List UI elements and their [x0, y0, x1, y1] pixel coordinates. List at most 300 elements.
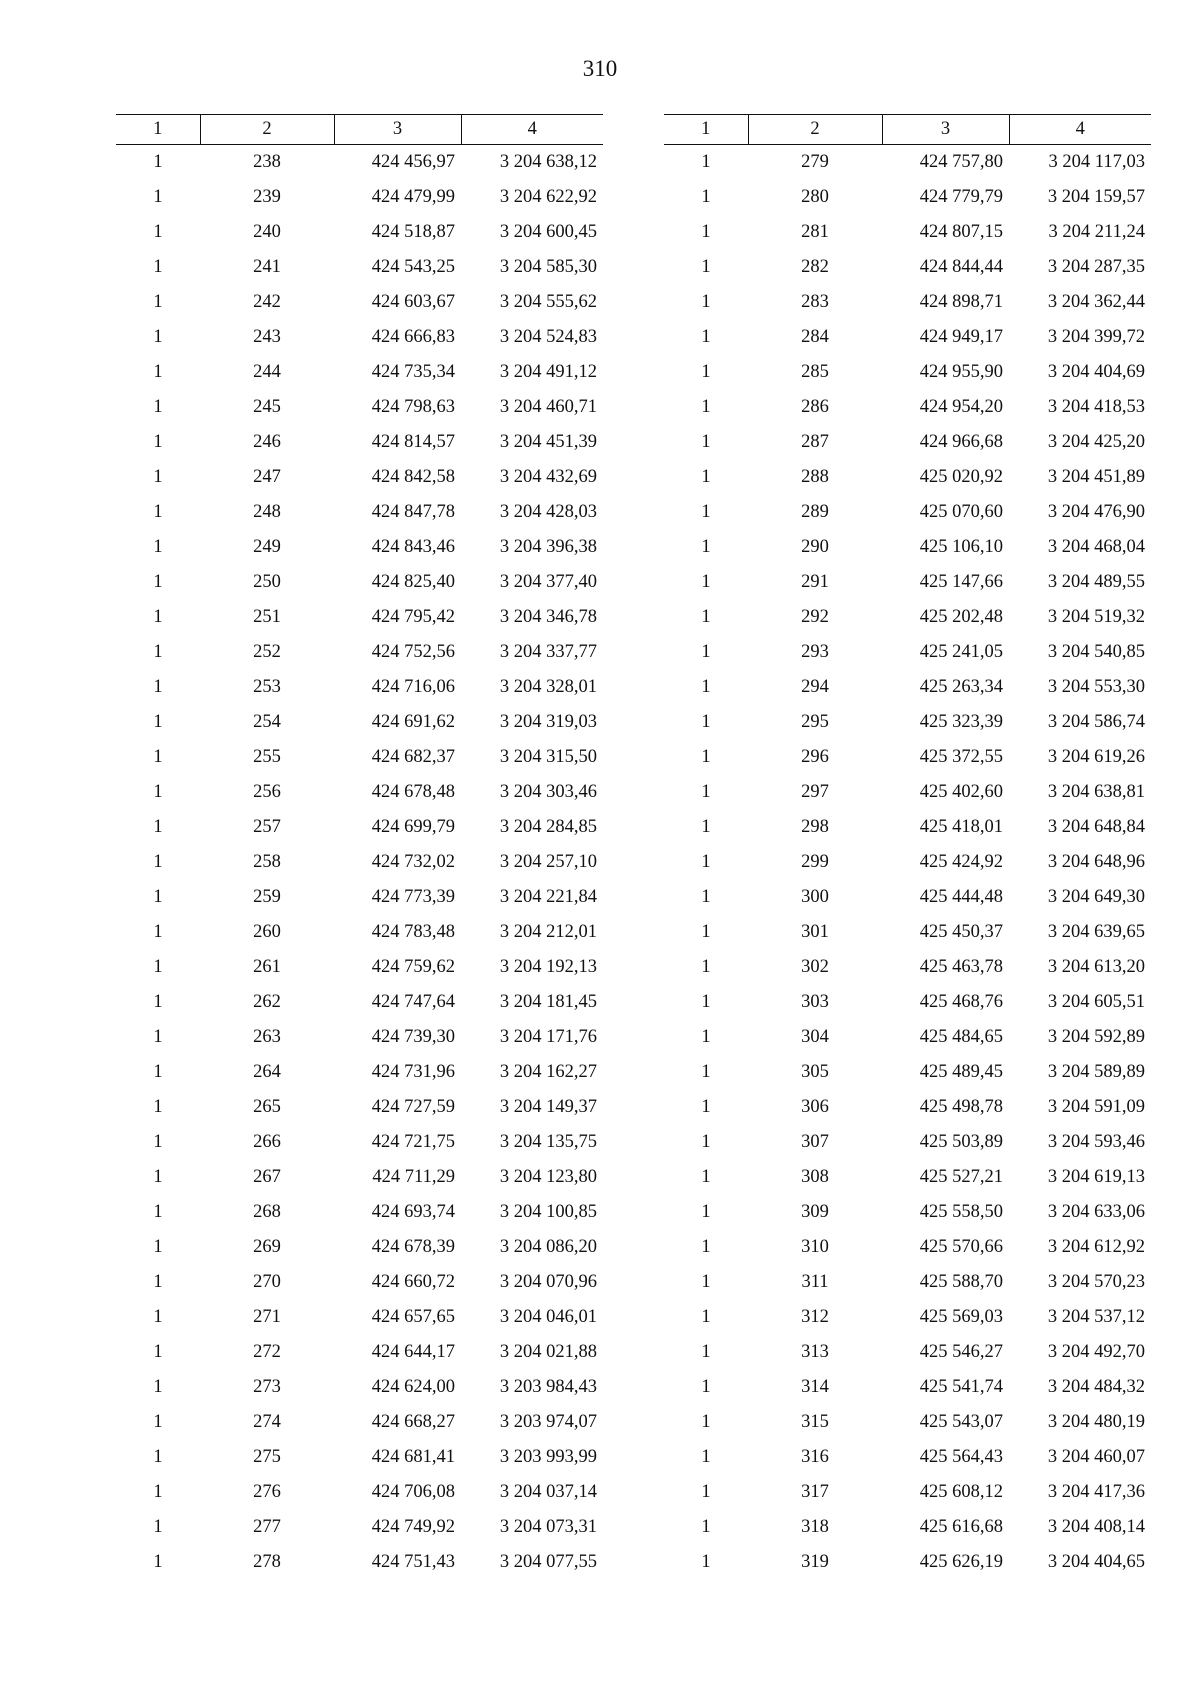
x-coordinate-cell: 425 263,34 — [919, 677, 1003, 697]
contour-number-cell: 1 — [153, 187, 163, 207]
contour-number-cell: 1 — [153, 1202, 163, 1222]
contour-number-cell: 1 — [153, 1377, 163, 1397]
y-coordinate-cell: 3 204 303,46 — [499, 782, 597, 802]
point-number-cell: 262 — [253, 992, 281, 1012]
contour-number-cell: 1 — [153, 747, 163, 767]
x-coordinate-cell: 425 616,68 — [919, 1517, 1003, 1537]
y-coordinate-cell: 3 204 192,13 — [499, 957, 597, 977]
y-coordinate-cell: 3 204 212,01 — [499, 922, 597, 942]
point-number-cell: 292 — [801, 607, 829, 627]
y-coordinate-cell: 3 204 319,03 — [499, 712, 597, 732]
table-header — [116, 115, 603, 145]
table-row — [116, 670, 603, 705]
point-number-cell: 303 — [801, 992, 829, 1012]
table-body — [116, 145, 603, 1581]
contour-number-cell: 1 — [153, 1552, 163, 1572]
x-coordinate-cell: 425 323,39 — [919, 712, 1003, 732]
y-coordinate-cell: 3 204 070,96 — [499, 1272, 597, 1292]
point-number-cell: 248 — [253, 502, 281, 522]
point-number-cell: 306 — [801, 1097, 829, 1117]
table-row — [116, 425, 603, 460]
point-number-cell: 243 — [253, 327, 281, 347]
point-number-cell: 290 — [801, 537, 829, 557]
contour-number-cell: 1 — [153, 1272, 163, 1292]
point-number-cell: 296 — [801, 747, 829, 767]
table-row — [116, 600, 603, 635]
column-header-1: 1 — [664, 115, 748, 145]
table-row — [664, 915, 1151, 950]
x-coordinate-cell: 424 666,83 — [371, 327, 455, 347]
table-row — [664, 285, 1151, 320]
contour-number-cell: 1 — [701, 607, 711, 627]
table-row — [116, 810, 603, 845]
table-row — [664, 1545, 1151, 1580]
x-coordinate-cell: 424 731,96 — [371, 1062, 455, 1082]
x-coordinate-cell: 425 541,74 — [919, 1377, 1003, 1397]
table-row — [116, 390, 603, 425]
coordinates-table-left — [116, 114, 603, 1580]
point-number-cell: 287 — [801, 432, 829, 452]
point-number-cell: 264 — [253, 1062, 281, 1082]
y-coordinate-cell: 3 204 346,78 — [499, 607, 597, 627]
contour-number-cell: 1 — [701, 467, 711, 487]
table-row — [664, 1055, 1151, 1090]
y-coordinate-cell: 3 204 117,03 — [1048, 152, 1145, 172]
table-row — [664, 1125, 1151, 1160]
contour-number-cell: 1 — [701, 572, 711, 592]
y-coordinate-cell: 3 204 123,80 — [499, 1167, 597, 1187]
y-coordinate-cell: 3 204 540,85 — [1047, 642, 1145, 662]
x-coordinate-cell: 425 444,48 — [919, 887, 1003, 907]
table-row — [664, 425, 1151, 460]
contour-number-cell: 1 — [701, 852, 711, 872]
table-row — [116, 215, 603, 250]
y-coordinate-cell: 3 204 181,45 — [499, 992, 597, 1012]
y-coordinate-cell: 3 204 605,51 — [1047, 992, 1145, 1012]
table-row — [116, 1545, 603, 1580]
table-row — [116, 880, 603, 915]
x-coordinate-cell: 425 372,55 — [919, 747, 1003, 767]
y-coordinate-cell: 3 204 162,27 — [499, 1062, 597, 1082]
contour-number-cell: 1 — [153, 362, 163, 382]
point-number-cell: 300 — [801, 887, 829, 907]
x-coordinate-cell: 424 711,29 — [372, 1167, 455, 1187]
y-coordinate-cell: 3 204 100,85 — [499, 1202, 597, 1222]
y-coordinate-cell: 3 204 451,39 — [499, 432, 597, 452]
x-coordinate-cell: 424 807,15 — [919, 222, 1003, 242]
x-coordinate-cell: 425 424,92 — [919, 852, 1003, 872]
point-number-cell: 256 — [253, 782, 281, 802]
table-row — [664, 1475, 1151, 1510]
table-body — [664, 145, 1151, 1581]
table-row — [664, 845, 1151, 880]
x-coordinate-cell: 424 691,62 — [371, 712, 455, 732]
point-number-cell: 252 — [253, 642, 281, 662]
y-coordinate-cell: 3 204 619,13 — [1047, 1167, 1145, 1187]
point-number-cell: 263 — [253, 1027, 281, 1047]
header-row — [116, 115, 603, 145]
y-coordinate-cell: 3 204 537,12 — [1047, 1307, 1145, 1327]
point-number-cell: 246 — [253, 432, 281, 452]
x-coordinate-cell: 424 966,68 — [919, 432, 1003, 452]
table-row — [116, 1475, 603, 1510]
table-row — [116, 145, 603, 181]
contour-number-cell: 1 — [701, 677, 711, 697]
table-row — [664, 1300, 1151, 1335]
x-coordinate-cell: 425 070,60 — [919, 502, 1003, 522]
x-coordinate-cell: 424 727,59 — [371, 1097, 455, 1117]
column-header-4: 4 — [1009, 115, 1151, 145]
x-coordinate-cell: 424 795,42 — [371, 607, 455, 627]
contour-number-cell: 1 — [153, 432, 163, 452]
point-number-cell: 267 — [253, 1167, 281, 1187]
coordinates-table-right — [664, 114, 1151, 1580]
table-row — [116, 950, 603, 985]
point-number-cell: 312 — [801, 1307, 829, 1327]
y-coordinate-cell: 3 203 993,99 — [499, 1447, 597, 1467]
contour-number-cell: 1 — [701, 502, 711, 522]
point-number-cell: 299 — [801, 852, 829, 872]
contour-number-cell: 1 — [701, 257, 711, 277]
x-coordinate-cell: 425 564,43 — [919, 1447, 1003, 1467]
x-coordinate-cell: 424 699,79 — [371, 817, 455, 837]
y-coordinate-cell: 3 204 399,72 — [1047, 327, 1145, 347]
contour-number-cell: 1 — [701, 1412, 711, 1432]
point-number-cell: 301 — [801, 922, 829, 942]
contour-number-cell: 1 — [153, 1167, 163, 1187]
y-coordinate-cell: 3 204 287,35 — [1047, 257, 1145, 277]
point-number-cell: 275 — [253, 1447, 281, 1467]
contour-number-cell: 1 — [701, 1307, 711, 1327]
column-header-3: 3 — [334, 115, 461, 145]
table-row — [664, 1370, 1151, 1405]
contour-number-cell: 1 — [701, 1097, 711, 1117]
contour-number-cell: 1 — [153, 1342, 163, 1362]
contour-number-cell: 1 — [701, 642, 711, 662]
y-coordinate-cell: 3 204 591,09 — [1047, 1097, 1145, 1117]
table-row — [664, 215, 1151, 250]
y-coordinate-cell: 3 204 315,50 — [499, 747, 597, 767]
table-row — [664, 1020, 1151, 1055]
contour-number-cell: 1 — [701, 1517, 711, 1537]
contour-number-cell: 1 — [701, 362, 711, 382]
contour-number-cell: 1 — [153, 1307, 163, 1327]
table-row — [664, 390, 1151, 425]
table-row — [664, 320, 1151, 355]
x-coordinate-cell: 424 716,06 — [371, 677, 455, 697]
point-number-cell: 310 — [801, 1237, 829, 1257]
point-number-cell: 265 — [253, 1097, 281, 1117]
contour-number-cell: 1 — [153, 292, 163, 312]
point-number-cell: 281 — [801, 222, 829, 242]
y-coordinate-cell: 3 204 585,30 — [499, 257, 597, 277]
x-coordinate-cell: 424 543,25 — [371, 257, 455, 277]
x-coordinate-cell: 424 735,34 — [371, 362, 455, 382]
table-row — [664, 1335, 1151, 1370]
point-number-cell: 273 — [253, 1377, 281, 1397]
contour-number-cell: 1 — [153, 957, 163, 977]
table-row — [116, 985, 603, 1020]
table-row — [116, 1440, 603, 1475]
table-row — [116, 495, 603, 530]
table-row — [116, 1125, 603, 1160]
contour-number-cell: 1 — [153, 1237, 163, 1257]
contour-number-cell: 1 — [153, 1097, 163, 1117]
contour-number-cell: 1 — [701, 1202, 711, 1222]
table-row — [116, 180, 603, 215]
table-row — [116, 1510, 603, 1545]
y-coordinate-cell: 3 204 612,92 — [1047, 1237, 1145, 1257]
table-row — [664, 495, 1151, 530]
x-coordinate-cell: 424 825,40 — [371, 572, 455, 592]
y-coordinate-cell: 3 204 460,07 — [1047, 1447, 1145, 1467]
y-coordinate-cell: 3 204 553,30 — [1047, 677, 1145, 697]
y-coordinate-cell: 3 204 622,92 — [499, 187, 597, 207]
page-number: 310 — [582, 56, 618, 81]
table-row — [664, 880, 1151, 915]
contour-number-cell: 1 — [153, 1517, 163, 1537]
table-row — [116, 460, 603, 495]
point-number-cell: 253 — [253, 677, 281, 697]
contour-number-cell: 1 — [701, 537, 711, 557]
y-coordinate-cell: 3 204 037,14 — [499, 1482, 597, 1502]
contour-number-cell: 1 — [153, 677, 163, 697]
table-row — [116, 1335, 603, 1370]
x-coordinate-cell: 424 681,41 — [371, 1447, 455, 1467]
x-coordinate-cell: 425 558,50 — [919, 1202, 1003, 1222]
x-coordinate-cell: 425 450,37 — [919, 922, 1003, 942]
y-coordinate-cell: 3 204 638,81 — [1047, 782, 1145, 802]
y-coordinate-cell: 3 204 432,69 — [499, 467, 597, 487]
contour-number-cell: 1 — [701, 782, 711, 802]
y-coordinate-cell: 3 204 046,01 — [499, 1307, 597, 1327]
table-row — [664, 460, 1151, 495]
y-coordinate-cell: 3 204 377,40 — [499, 572, 597, 592]
contour-number-cell: 1 — [153, 607, 163, 627]
x-coordinate-cell: 425 543,07 — [919, 1412, 1003, 1432]
y-coordinate-cell: 3 203 984,43 — [499, 1377, 597, 1397]
table-row — [664, 810, 1151, 845]
table-row — [664, 1265, 1151, 1300]
x-coordinate-cell: 425 402,60 — [919, 782, 1003, 802]
table-row — [116, 705, 603, 740]
x-coordinate-cell: 425 463,78 — [919, 957, 1003, 977]
contour-number-cell: 1 — [153, 257, 163, 277]
point-number-cell: 240 — [253, 222, 281, 242]
x-coordinate-cell: 425 418,01 — [919, 817, 1003, 837]
contour-number-cell: 1 — [701, 152, 711, 172]
y-coordinate-cell: 3 204 257,10 — [499, 852, 597, 872]
y-coordinate-cell: 3 204 613,20 — [1047, 957, 1145, 977]
x-coordinate-cell: 425 546,27 — [919, 1342, 1003, 1362]
point-number-cell: 314 — [801, 1377, 829, 1397]
y-coordinate-cell: 3 204 451,89 — [1047, 467, 1145, 487]
x-coordinate-cell: 424 749,92 — [371, 1517, 455, 1537]
x-coordinate-cell: 424 783,48 — [371, 922, 455, 942]
y-coordinate-cell: 3 204 418,53 — [1047, 397, 1145, 417]
y-coordinate-cell: 3 204 489,55 — [1047, 572, 1145, 592]
table-row — [664, 1405, 1151, 1440]
x-coordinate-cell: 424 518,87 — [371, 222, 455, 242]
contour-number-cell: 1 — [153, 1482, 163, 1502]
x-coordinate-cell: 424 644,17 — [371, 1342, 455, 1362]
x-coordinate-cell: 425 570,66 — [919, 1237, 1003, 1257]
contour-number-cell: 1 — [701, 922, 711, 942]
table-row — [116, 775, 603, 810]
point-number-cell: 307 — [801, 1132, 829, 1152]
contour-number-cell: 1 — [153, 327, 163, 347]
x-coordinate-cell: 424 779,79 — [919, 187, 1003, 207]
point-number-cell: 254 — [253, 712, 281, 732]
x-coordinate-cell: 424 693,74 — [371, 1202, 455, 1222]
contour-number-cell: 1 — [153, 642, 163, 662]
table-row — [116, 1300, 603, 1335]
x-coordinate-cell: 424 843,46 — [371, 537, 455, 557]
table-row — [116, 1160, 603, 1195]
contour-number-cell: 1 — [701, 1447, 711, 1467]
y-coordinate-cell: 3 204 476,90 — [1047, 502, 1145, 522]
contour-number-cell: 1 — [153, 887, 163, 907]
point-number-cell: 258 — [253, 852, 281, 872]
point-number-cell: 271 — [253, 1307, 281, 1327]
y-coordinate-cell: 3 204 086,20 — [499, 1237, 597, 1257]
point-number-cell: 289 — [801, 502, 829, 522]
point-number-cell: 238 — [253, 152, 281, 172]
point-number-cell: 305 — [801, 1062, 829, 1082]
table-row — [664, 1090, 1151, 1125]
y-coordinate-cell: 3 204 396,38 — [499, 537, 597, 557]
contour-number-cell: 1 — [701, 1272, 711, 1292]
point-number-cell: 285 — [801, 362, 829, 382]
x-coordinate-cell: 424 706,08 — [371, 1482, 455, 1502]
y-coordinate-cell: 3 204 524,83 — [499, 327, 597, 347]
contour-number-cell: 1 — [701, 1062, 711, 1082]
point-number-cell: 302 — [801, 957, 829, 977]
column-header-2: 2 — [200, 115, 334, 145]
y-coordinate-cell: 3 204 021,88 — [499, 1342, 597, 1362]
contour-number-cell: 1 — [153, 817, 163, 837]
y-coordinate-cell: 3 204 211,24 — [1048, 222, 1145, 242]
x-coordinate-cell: 424 844,44 — [919, 257, 1003, 277]
y-coordinate-cell: 3 204 639,65 — [1047, 922, 1145, 942]
contour-number-cell: 1 — [153, 222, 163, 242]
point-number-cell: 293 — [801, 642, 829, 662]
point-number-cell: 242 — [253, 292, 281, 312]
contour-number-cell: 1 — [701, 957, 711, 977]
point-number-cell: 317 — [801, 1482, 829, 1502]
table-row — [664, 670, 1151, 705]
point-number-cell: 319 — [801, 1552, 829, 1572]
y-coordinate-cell: 3 204 468,04 — [1047, 537, 1145, 557]
y-coordinate-cell: 3 204 589,89 — [1047, 1062, 1145, 1082]
y-coordinate-cell: 3 204 425,20 — [1047, 432, 1145, 452]
x-coordinate-cell: 425 484,65 — [919, 1027, 1003, 1047]
table-row — [116, 250, 603, 285]
contour-number-cell: 1 — [153, 712, 163, 732]
x-coordinate-cell: 424 798,63 — [371, 397, 455, 417]
contour-number-cell: 1 — [701, 817, 711, 837]
point-number-cell: 272 — [253, 1342, 281, 1362]
contour-number-cell: 1 — [701, 397, 711, 417]
y-coordinate-cell: 3 204 484,32 — [1047, 1377, 1145, 1397]
table-row — [664, 1440, 1151, 1475]
x-coordinate-cell: 424 732,02 — [371, 852, 455, 872]
contour-number-cell: 1 — [701, 327, 711, 347]
x-coordinate-cell: 425 489,45 — [919, 1062, 1003, 1082]
y-coordinate-cell: 3 204 404,69 — [1047, 362, 1145, 382]
table-row — [664, 635, 1151, 670]
y-coordinate-cell: 3 204 073,31 — [499, 1517, 597, 1537]
y-coordinate-cell: 3 204 633,06 — [1047, 1202, 1145, 1222]
point-number-cell: 241 — [253, 257, 281, 277]
point-number-cell: 278 — [253, 1552, 281, 1572]
y-coordinate-cell: 3 204 648,96 — [1047, 852, 1145, 872]
x-coordinate-cell: 424 814,57 — [371, 432, 455, 452]
x-coordinate-cell: 424 739,30 — [371, 1027, 455, 1047]
contour-number-cell: 1 — [701, 1237, 711, 1257]
point-number-cell: 304 — [801, 1027, 829, 1047]
point-number-cell: 247 — [253, 467, 281, 487]
point-number-cell: 298 — [801, 817, 829, 837]
contour-number-cell: 1 — [701, 292, 711, 312]
table-row — [664, 775, 1151, 810]
x-coordinate-cell: 425 147,66 — [919, 572, 1003, 592]
table-row — [664, 740, 1151, 775]
contour-number-cell: 1 — [153, 1132, 163, 1152]
point-number-cell: 286 — [801, 397, 829, 417]
table-row — [664, 985, 1151, 1020]
column-header-2: 2 — [748, 115, 882, 145]
contour-number-cell: 1 — [153, 572, 163, 592]
y-coordinate-cell: 3 204 492,70 — [1047, 1342, 1145, 1362]
contour-number-cell: 1 — [701, 1132, 711, 1152]
point-number-cell: 308 — [801, 1167, 829, 1187]
point-number-cell: 284 — [801, 327, 829, 347]
x-coordinate-cell: 424 752,56 — [371, 642, 455, 662]
table-row — [116, 355, 603, 390]
y-coordinate-cell: 3 204 149,37 — [499, 1097, 597, 1117]
y-coordinate-cell: 3 204 519,32 — [1047, 607, 1145, 627]
table-row — [116, 530, 603, 565]
point-number-cell: 311 — [801, 1272, 829, 1292]
y-coordinate-cell: 3 204 480,19 — [1047, 1412, 1145, 1432]
point-number-cell: 257 — [253, 817, 281, 837]
x-coordinate-cell: 424 954,20 — [919, 397, 1003, 417]
point-number-cell: 276 — [253, 1482, 281, 1502]
table-row — [116, 1230, 603, 1265]
table-row — [664, 145, 1151, 181]
column-header-3: 3 — [882, 115, 1009, 145]
table-row — [116, 320, 603, 355]
point-number-cell: 316 — [801, 1447, 829, 1467]
y-coordinate-cell: 3 204 159,57 — [1047, 187, 1145, 207]
x-coordinate-cell: 425 626,19 — [919, 1552, 1003, 1572]
contour-number-cell: 1 — [153, 467, 163, 487]
table-row — [664, 1230, 1151, 1265]
table-row — [664, 1160, 1151, 1195]
x-coordinate-cell: 424 479,99 — [371, 187, 455, 207]
contour-number-cell: 1 — [701, 1167, 711, 1187]
point-number-cell: 249 — [253, 537, 281, 557]
table-header — [664, 115, 1151, 145]
x-coordinate-cell: 424 603,67 — [371, 292, 455, 312]
point-number-cell: 283 — [801, 292, 829, 312]
contour-number-cell: 1 — [153, 1447, 163, 1467]
x-coordinate-cell: 424 955,90 — [919, 362, 1003, 382]
x-coordinate-cell: 424 456,97 — [371, 152, 455, 172]
x-coordinate-cell: 425 588,70 — [919, 1272, 1003, 1292]
column-header-1: 1 — [116, 115, 200, 145]
